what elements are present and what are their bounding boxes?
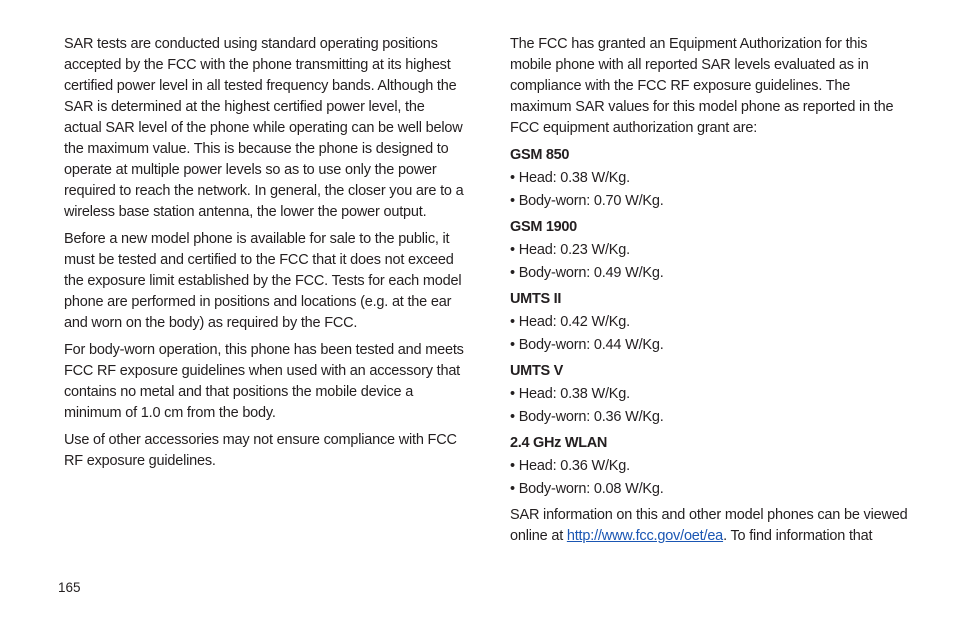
sar-info-paragraph [510, 505, 910, 547]
body-worn-sar-value: • Body-worn: 0.70 W/Kg. [510, 193, 664, 209]
sar-band-umts-ii [510, 289, 910, 356]
band-heading: UMTS II [510, 291, 562, 307]
sar-band-gsm-850 [510, 145, 910, 212]
body-worn-sar-value: • Body-worn: 0.44 W/Kg. [510, 337, 664, 353]
page-number: 165 [58, 580, 81, 595]
body-worn-sar-value: • Body-worn: 0.49 W/Kg. [510, 265, 664, 281]
sar-tests-paragraph: SAR tests are conducted using standard operating positions accepted by the FCC with the phone transmitting at its highest certified power level in all tested frequency bands. Although the SAR is determined at the highest certified power level, the actual SAR level of the phone while operating can be well below the maximum value. This is because the phone is designed to operate at multiple power levels so as to use only the power required to reach the network. In general, the closer you are to a wireless base station antenna, the lower the power output. [64, 36, 464, 220]
band-heading: UMTS V [510, 363, 563, 379]
right-column [510, 34, 910, 553]
band-heading: GSM 850 [510, 147, 570, 163]
body-worn-paragraph: For body-worn operation, this phone has been tested and meets FCC RF exposure guidelines when used with an accessory that contains no metal and that positions the mobile device a minimum of 1.0 cm from the body. [64, 342, 464, 421]
left-column [64, 34, 464, 478]
head-sar-value: • Head: 0.38 W/Kg. [510, 386, 630, 402]
certification-paragraph: Before a new model phone is available for sale to the public, it must be tested and certified to the FCC that it does not exceed the exposure limit established by the FCC. Tests for each model phone are performed in positions and locations (e.g. at the ear and worn on the body) as required by the FCC. [64, 231, 462, 331]
authorization-intro-paragraph: The FCC has granted an Equipment Authorization for this mobile phone with all reported SAR levels evaluated as in compliance with the FCC RF exposure guidelines. The maximum SAR values for this model phone as reported in the FCC equipment authorization grant are: [510, 36, 894, 136]
body-worn-sar-value: • Body-worn: 0.08 W/Kg. [510, 481, 664, 497]
accessories-paragraph: Use of other accessories may not ensure compliance with FCC RF exposure guidelines. [64, 432, 457, 469]
sar-band-gsm-1900 [510, 217, 910, 284]
fcc-oet-link[interactable]: http://www.fcc.gov/oet/ea [566, 528, 724, 544]
head-sar-value: • Head: 0.42 W/Kg. [510, 314, 630, 330]
band-heading: GSM 1900 [510, 219, 577, 235]
head-sar-value: • Head: 0.23 W/Kg. [510, 242, 630, 258]
sar-band-wlan [510, 433, 910, 500]
head-sar-value: • Head: 0.38 W/Kg. [510, 170, 630, 186]
band-heading: 2.4 GHz WLAN [510, 435, 608, 451]
head-sar-value: • Head: 0.36 W/Kg. [510, 458, 630, 474]
sar-info-text-continued: . To find information that [723, 528, 873, 544]
body-worn-sar-value: • Body-worn: 0.36 W/Kg. [510, 409, 664, 425]
sar-band-umts-v [510, 361, 910, 428]
sar-info-text: SAR information on this and other model phones can be viewed online at [510, 507, 908, 544]
